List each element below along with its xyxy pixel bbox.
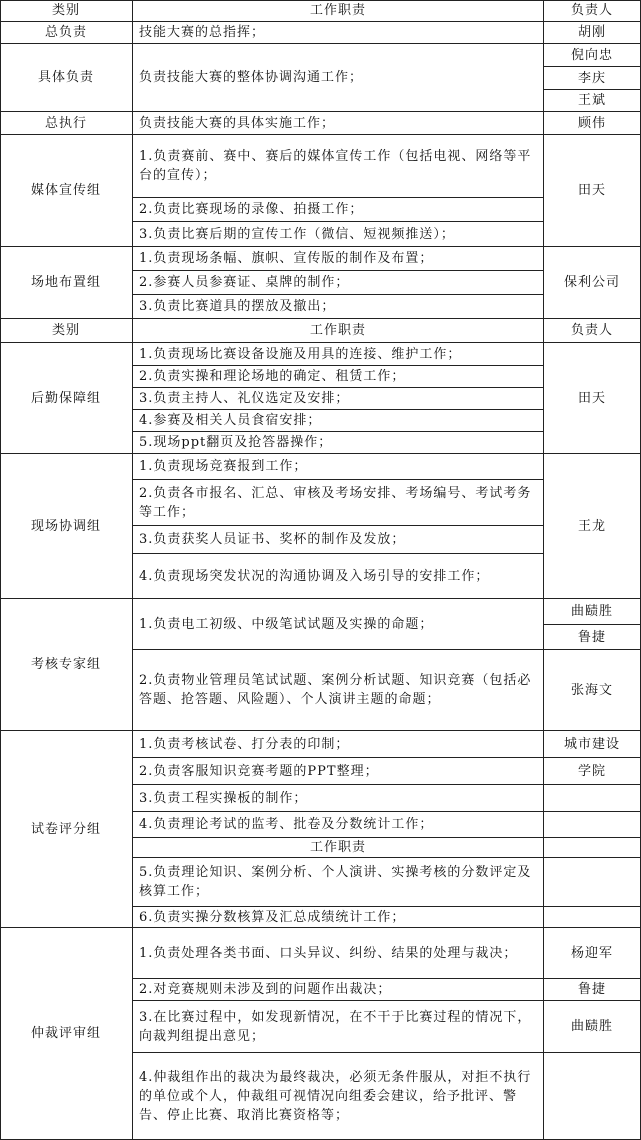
category-exec: 总执行 [0,112,133,135]
duty-arbitration-4: 4.仲裁组作出的裁决为最终裁决，必须无条件服从，对拒不执行的单位或个人，仲裁组可视情况向组委会建议，给予批评、警告、停止比赛、取消比赛资格等； [133,1053,544,1140]
category-venue: 场地布置组 [0,247,133,319]
person-experts-3: 张海文 [544,650,641,731]
person-experts-1: 曲赜胜 [544,599,641,625]
header-duty: 工作职责 [133,0,544,22]
duty-grading-2: 2.负责客服知识竞赛考题的PPT整理； [133,758,544,785]
person-experts-2: 鲁捷 [544,625,641,650]
person-specific-3: 王斌 [544,90,641,112]
header-category-repeat: 类别 [0,319,133,343]
person-grading-empty-2 [544,812,641,838]
category-general: 总负责 [0,22,133,44]
person-arbitration-3: 曲赜胜 [544,1001,641,1053]
person-exec: 顾伟 [544,112,641,135]
header-duty-repeat: 工作职责 [133,319,544,343]
duty-specific: 负责技能大赛的整体协调沟通工作； [133,44,544,112]
category-specific: 具体负责 [0,44,133,112]
duty-exec: 负责技能大赛的具体实施工作； [133,112,544,135]
person-venue: 保利公司 [544,247,641,319]
duty-logistics-3: 3.负责主持人、礼仪选定及安排； [133,388,544,410]
duty-logistics-1: 1.负责现场比赛设备设施及用具的连接、维护工作； [133,343,544,366]
duty-grading-3: 3.负责工程实操板的制作； [133,785,544,812]
duty-venue-1: 1.负责现场条幅、旗帜、宣传版的制作及布置； [133,247,544,271]
duty-onsite-2: 2.负责各市报名、汇总、审核及考场安排、考场编号、考试考务等工作； [133,480,544,526]
header-person: 负责人 [544,0,641,22]
duty-venue-3: 3.负责比赛道具的摆放及撤出； [133,295,544,319]
category-logistics: 后勤保障组 [0,343,133,454]
duty-grading-5: 5.负责理论知识、案例分析、个人演讲、实操考核的分数评定及核算工作； [133,858,544,907]
category-arbitration: 仲裁评审组 [0,928,133,1140]
person-specific-1: 倪向忠 [544,44,641,67]
duty-media-1: 1.负责赛前、赛中、赛后的媒体宣传工作（包括电视、网络等平台的宣传）； [133,135,544,198]
header-person-repeat: 负责人 [544,319,641,343]
duty-experts-2: 2.负责物业管理员笔试试题、案例分析试题、知识竞赛（包括必答题、抢答题、风险题）、个人演讲主题的命题； [133,650,544,731]
person-grading-empty-4 [544,858,641,907]
person-arbitration-2: 鲁捷 [544,979,641,1001]
duty-header-grading: 工作职责 [133,838,544,858]
person-logistics: 田天 [544,343,641,454]
person-grading-2: 学院 [544,758,641,785]
person-arbitration-empty [544,1053,641,1140]
person-grading-empty-1 [544,785,641,812]
duty-onsite-3: 3.负责获奖人员证书、奖杯的制作及发放； [133,526,544,554]
duty-grading-1: 1.负责考核试卷、打分表的印制； [133,731,544,758]
header-category: 类别 [0,0,133,22]
person-arbitration-1: 杨迎军 [544,928,641,979]
duty-onsite-4: 4.负责现场突发状况的沟通协调及入场引导的安排工作； [133,554,544,599]
person-general: 胡刚 [544,22,641,44]
duty-onsite-1: 1.负责现场竞赛报到工作； [133,454,544,480]
duty-media-3: 3.负责比赛后期的宣传工作（微信、短视频推送）； [133,222,544,247]
person-onsite: 王龙 [544,454,641,599]
duty-grading-6: 6.负责实操分数核算及汇总成绩统计工作； [133,907,544,928]
person-grading-empty-3 [544,838,641,858]
person-grading-1: 城市建设 [544,731,641,758]
duty-venue-2: 2.参赛人员参赛证、桌牌的制作； [133,271,544,295]
person-grading-empty-5 [544,907,641,928]
duty-logistics-4: 4.参赛及相关人员食宿安排； [133,410,544,432]
category-media: 媒体宣传组 [0,135,133,247]
duty-arbitration-1: 1.负责处理各类书面、口头异议、纠纷、结果的处理与裁决； [133,928,544,979]
person-media: 田天 [544,135,641,247]
duty-arbitration-3: 3.在比赛过程中，如发现新情况，在不干于比赛过程的情况下，向裁判组提出意见； [133,1001,544,1053]
category-onsite: 现场协调组 [0,454,133,599]
category-grading: 试卷评分组 [0,731,133,928]
person-specific-2: 李庆 [544,67,641,90]
duty-media-2: 2.负责比赛现场的录像、拍摄工作； [133,198,544,222]
duty-logistics-2: 2.负责实操和理论场地的确定、租赁工作； [133,366,544,388]
duty-experts-1: 1.负责电工初级、中级笔试试题及实操的命题； [133,599,544,650]
duty-arbitration-2: 2.对竞赛规则未涉及到的问题作出裁决； [133,979,544,1001]
duty-general: 技能大赛的总指挥； [133,22,544,44]
category-experts: 考核专家组 [0,599,133,731]
duty-logistics-5: 5.现场ppt翻页及抢答器操作； [133,432,544,454]
duty-grading-4: 4.负责理论考试的监考、批卷及分数统计工作； [133,812,544,838]
